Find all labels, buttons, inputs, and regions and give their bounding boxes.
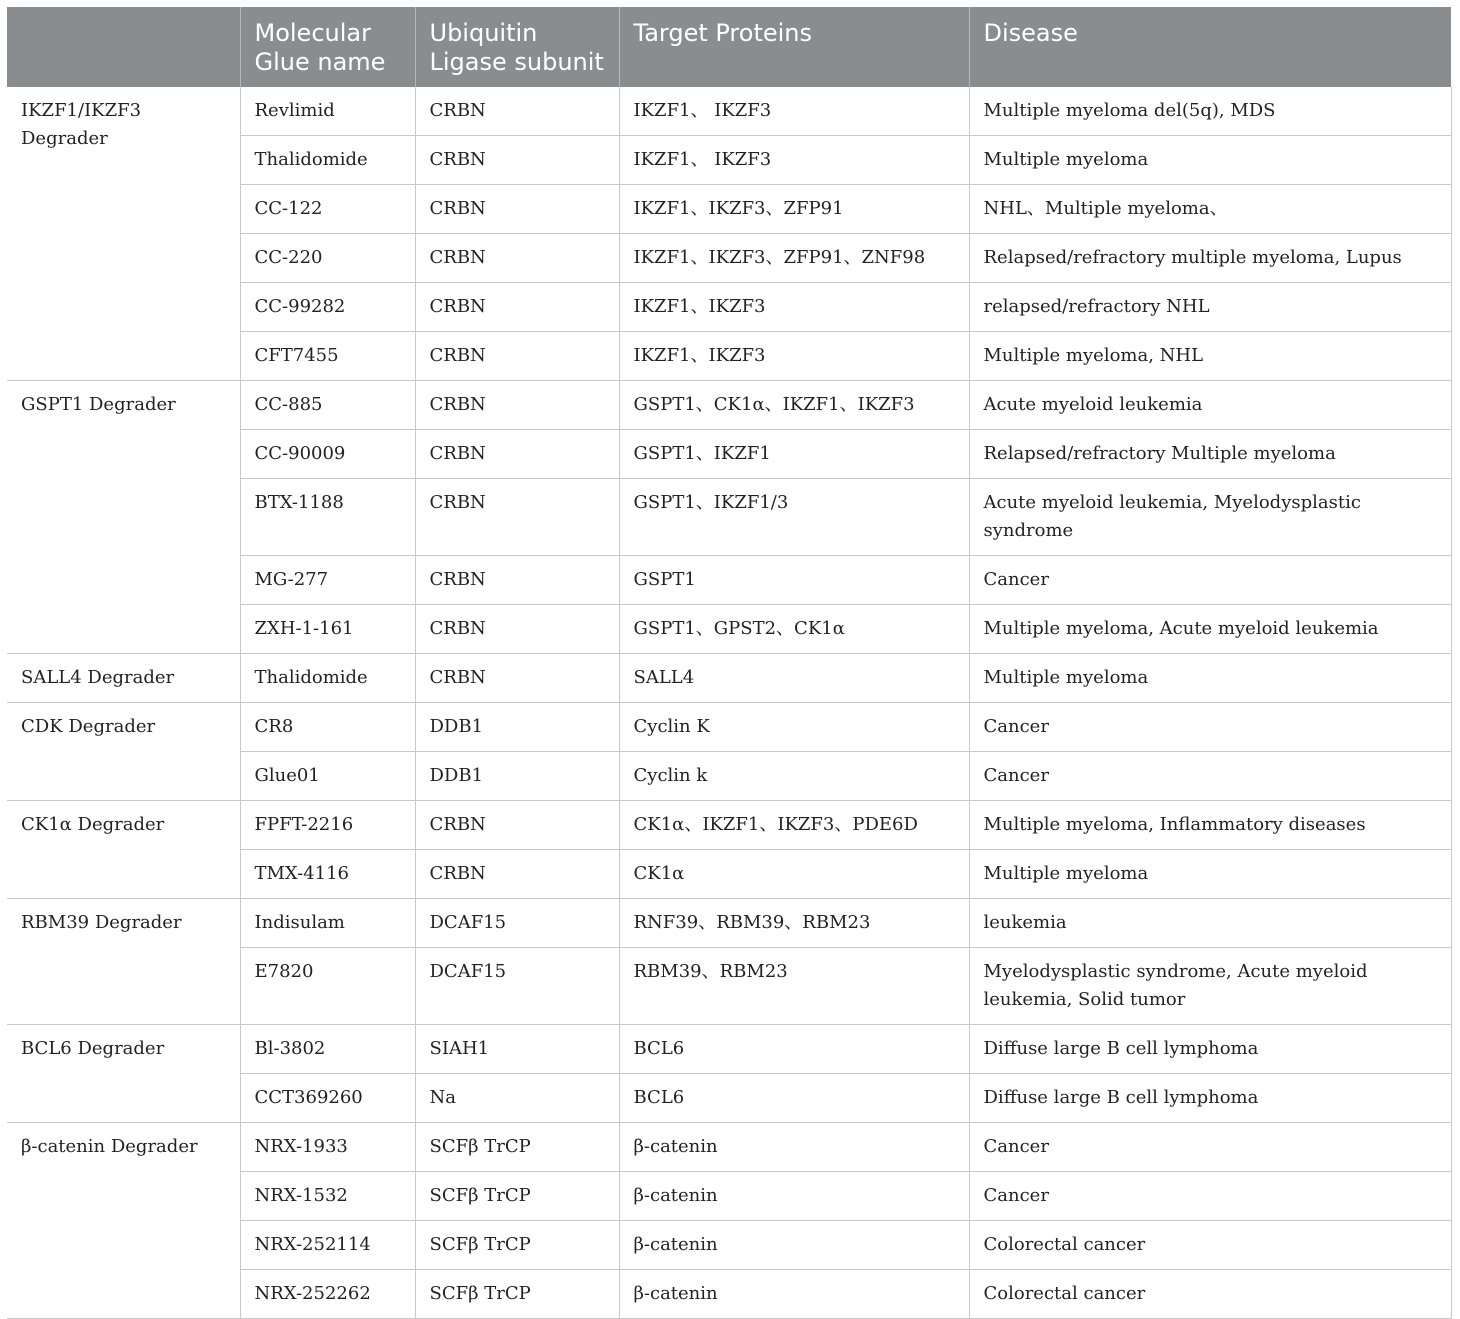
table-row: [7, 1123, 1451, 1172]
molecular-glue-cell: CC-885: [240, 381, 415, 430]
table-row: [7, 801, 1451, 850]
group-label: IKZF1/IKZF3 Degrader: [7, 87, 240, 381]
disease-cell: Diffuse large B cell lymphoma: [969, 1025, 1451, 1074]
group-label: RBM39 Degrader: [7, 899, 240, 1025]
disease-cell: Multiple myeloma del(5q), MDS: [969, 87, 1451, 136]
molecular-glue-cell: CC-122: [240, 185, 415, 234]
ligase-cell: CRBN: [415, 234, 619, 283]
group-label: BCL6 Degrader: [7, 1025, 240, 1123]
disease-cell: Multiple myeloma, NHL: [969, 332, 1451, 381]
molecular-glue-cell: CC-220: [240, 234, 415, 283]
molecular-glue-cell: E7820: [240, 948, 415, 1025]
molecular-glue-cell: Bl-3802: [240, 1025, 415, 1074]
ligase-cell: CRBN: [415, 654, 619, 703]
ligase-cell: CRBN: [415, 479, 619, 556]
ligase-cell: CRBN: [415, 556, 619, 605]
molecular-glue-cell: Thalidomide: [240, 136, 415, 185]
molecular-glue-table: [7, 7, 1452, 1319]
ligase-cell: CRBN: [415, 136, 619, 185]
molecular-glue-cell: Indisulam: [240, 899, 415, 948]
ligase-cell: CRBN: [415, 850, 619, 899]
header-category: [7, 7, 240, 87]
disease-cell: Myelodysplastic syndrome, Acute myeloid leukemia, Solid tumor: [969, 948, 1451, 1025]
disease-cell: NHL、Multiple myeloma、: [969, 185, 1451, 234]
table-body: [7, 87, 1451, 1319]
target-proteins-cell: RNF39、RBM39、RBM23: [619, 899, 969, 948]
target-proteins-cell: IKZF1、IKZF3: [619, 283, 969, 332]
target-proteins-cell: IKZF1、IKZF3、ZFP91、ZNF98: [619, 234, 969, 283]
ligase-cell: SCFβ TrCP: [415, 1221, 619, 1270]
disease-cell: Multiple myeloma: [969, 136, 1451, 185]
disease-cell: Acute myeloid leukemia, Myelodysplastic syndrome: [969, 479, 1451, 556]
ligase-cell: CRBN: [415, 605, 619, 654]
disease-cell: Cancer: [969, 752, 1451, 801]
table-header: [7, 7, 1451, 87]
ligase-cell: CRBN: [415, 283, 619, 332]
group-label: β-catenin Degrader: [7, 1123, 240, 1319]
target-proteins-cell: GSPT1、GPST2、CK1α: [619, 605, 969, 654]
ligase-cell: CRBN: [415, 430, 619, 479]
ligase-cell: SCFβ TrCP: [415, 1172, 619, 1221]
ligase-cell: CRBN: [415, 87, 619, 136]
ligase-cell: CRBN: [415, 185, 619, 234]
target-proteins-cell: SALL4: [619, 654, 969, 703]
molecular-glue-cell: Thalidomide: [240, 654, 415, 703]
ligase-cell: DCAF15: [415, 899, 619, 948]
header-molecular-glue-name: Molecular Glue name: [240, 7, 415, 87]
group-label: SALL4 Degrader: [7, 654, 240, 703]
ligase-cell: CRBN: [415, 381, 619, 430]
table-row: [7, 381, 1451, 430]
target-proteins-cell: GSPT1、IKZF1: [619, 430, 969, 479]
ligase-cell: SIAH1: [415, 1025, 619, 1074]
disease-cell: Cancer: [969, 1172, 1451, 1221]
disease-cell: Diffuse large B cell lymphoma: [969, 1074, 1451, 1123]
molecular-glue-cell: MG-277: [240, 556, 415, 605]
target-proteins-cell: BCL6: [619, 1025, 969, 1074]
disease-cell: Cancer: [969, 1123, 1451, 1172]
disease-cell: Cancer: [969, 556, 1451, 605]
ligase-cell: SCFβ TrCP: [415, 1270, 619, 1319]
disease-cell: Multiple myeloma, Acute myeloid leukemia: [969, 605, 1451, 654]
molecular-glue-cell: CC-99282: [240, 283, 415, 332]
disease-cell: Multiple myeloma, Inflammatory diseases: [969, 801, 1451, 850]
disease-cell: relapsed/refractory NHL: [969, 283, 1451, 332]
disease-cell: Multiple myeloma: [969, 850, 1451, 899]
molecular-glue-cell: Glue01: [240, 752, 415, 801]
disease-cell: Colorectal cancer: [969, 1221, 1451, 1270]
header-target-proteins: Target Proteins: [619, 7, 969, 87]
molecular-glue-cell: FPFT-2216: [240, 801, 415, 850]
ligase-cell: DCAF15: [415, 948, 619, 1025]
target-proteins-cell: GSPT1、CK1α、IKZF1、IKZF3: [619, 381, 969, 430]
molecular-glue-cell: NRX-252114: [240, 1221, 415, 1270]
target-proteins-cell: GSPT1、IKZF1/3: [619, 479, 969, 556]
disease-cell: Colorectal cancer: [969, 1270, 1451, 1319]
ligase-cell: DDB1: [415, 752, 619, 801]
molecular-glue-cell: NRX-252262: [240, 1270, 415, 1319]
target-proteins-cell: GSPT1: [619, 556, 969, 605]
molecular-glue-cell: ZXH-1-161: [240, 605, 415, 654]
target-proteins-cell: CK1α: [619, 850, 969, 899]
target-proteins-cell: IKZF1、 IKZF3: [619, 136, 969, 185]
group-label: CDK Degrader: [7, 703, 240, 801]
disease-cell: Acute myeloid leukemia: [969, 381, 1451, 430]
molecular-glue-cell: CR8: [240, 703, 415, 752]
molecular-glue-cell: TMX-4116: [240, 850, 415, 899]
molecular-glue-cell: Revlimid: [240, 87, 415, 136]
target-proteins-cell: Cyclin K: [619, 703, 969, 752]
ligase-cell: CRBN: [415, 801, 619, 850]
ligase-cell: SCFβ TrCP: [415, 1123, 619, 1172]
disease-cell: Cancer: [969, 703, 1451, 752]
molecular-glue-cell: CFT7455: [240, 332, 415, 381]
target-proteins-cell: IKZF1、 IKZF3: [619, 87, 969, 136]
target-proteins-cell: β-catenin: [619, 1123, 969, 1172]
target-proteins-cell: RBM39、RBM23: [619, 948, 969, 1025]
target-proteins-cell: IKZF1、IKZF3: [619, 332, 969, 381]
header-row: [7, 7, 1451, 87]
table-row: [7, 654, 1451, 703]
table-row: [7, 1025, 1451, 1074]
ligase-cell: CRBN: [415, 332, 619, 381]
molecular-glue-cell: NRX-1532: [240, 1172, 415, 1221]
header-ubiquitin-ligase-subunit: Ubiquitin Ligase subunit: [415, 7, 619, 87]
target-proteins-cell: CK1α、IKZF1、IKZF3、PDE6D: [619, 801, 969, 850]
ligase-cell: Na: [415, 1074, 619, 1123]
molecular-glue-cell: BTX-1188: [240, 479, 415, 556]
molecular-glue-cell: NRX-1933: [240, 1123, 415, 1172]
table-row: [7, 703, 1451, 752]
table-row: [7, 899, 1451, 948]
disease-cell: leukemia: [969, 899, 1451, 948]
target-proteins-cell: Cyclin k: [619, 752, 969, 801]
target-proteins-cell: β-catenin: [619, 1221, 969, 1270]
molecular-glue-cell: CCT369260: [240, 1074, 415, 1123]
target-proteins-cell: β-catenin: [619, 1270, 969, 1319]
disease-cell: Relapsed/refractory multiple myeloma, Lupus: [969, 234, 1451, 283]
target-proteins-cell: BCL6: [619, 1074, 969, 1123]
table-container: [7, 7, 1451, 1319]
disease-cell: Relapsed/refractory Multiple myeloma: [969, 430, 1451, 479]
molecular-glue-cell: CC-90009: [240, 430, 415, 479]
group-label: GSPT1 Degrader: [7, 381, 240, 654]
target-proteins-cell: IKZF1、IKZF3、ZFP91: [619, 185, 969, 234]
table-row: [7, 87, 1451, 136]
header-disease: Disease: [969, 7, 1451, 87]
group-label: CK1α Degrader: [7, 801, 240, 899]
ligase-cell: DDB1: [415, 703, 619, 752]
target-proteins-cell: β-catenin: [619, 1172, 969, 1221]
disease-cell: Multiple myeloma: [969, 654, 1451, 703]
